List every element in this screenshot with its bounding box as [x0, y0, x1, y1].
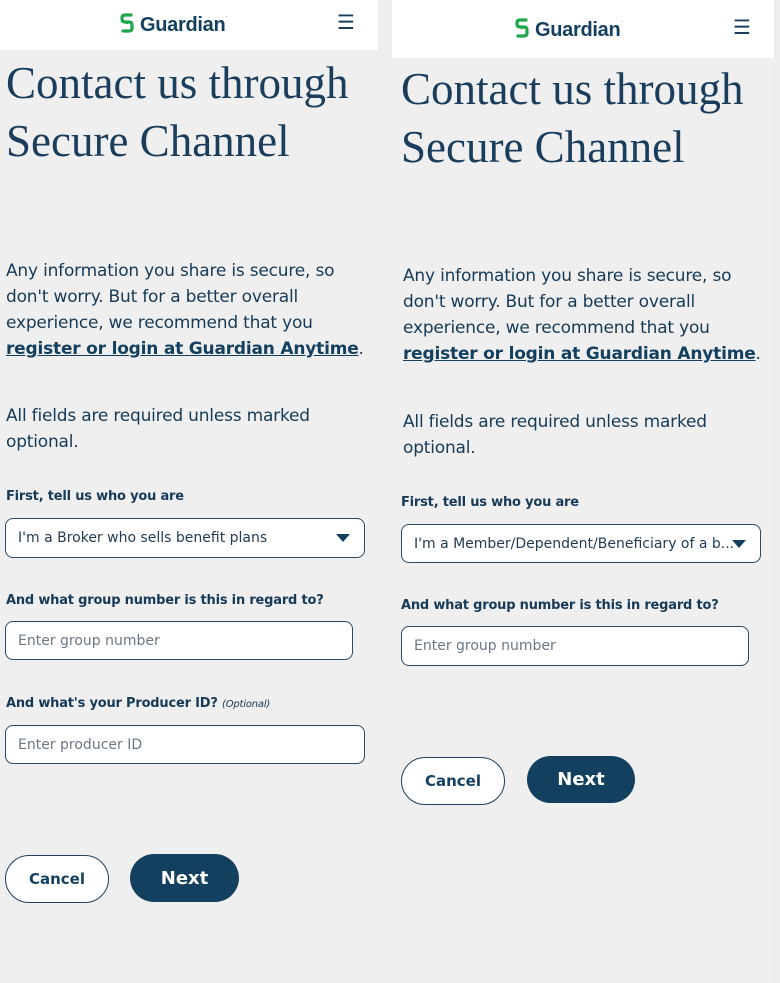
intro-text: Any information you share is secure, so don't worry. But for a better overall experience, we recommend that you register or login at Guardian Anytime.: [403, 266, 761, 364]
group-number-input[interactable]: [5, 621, 353, 660]
register-login-link[interactable]: register or login at Guardian Anytime: [6, 339, 359, 359]
who-label: First, tell us who you are: [401, 495, 579, 510]
hamburger-menu-icon[interactable]: ☰: [337, 10, 355, 34]
cancel-button[interactable]: Cancel: [5, 855, 109, 903]
brand-logo[interactable]: [120, 12, 227, 38]
page-title: Contact us through Secure Channel: [401, 64, 744, 172]
top-bar: [392, 0, 774, 58]
hamburger-menu-icon[interactable]: ☰: [733, 15, 751, 39]
group-number-placeholder: Enter group number: [18, 632, 160, 649]
intro-text: Any information you share is secure, so don't worry. But for a better overall experience, we recommend that you register or login at Guardian Anytime.: [6, 261, 364, 359]
next-button[interactable]: Next: [130, 854, 239, 902]
brand-logo[interactable]: [515, 17, 622, 43]
group-number-placeholder: Enter group number: [414, 638, 556, 654]
producer-label: And what's your Producer ID? (Optional): [6, 696, 271, 711]
caret-down-icon: [336, 534, 350, 542]
page-title: Contact us through Secure Channel: [6, 58, 349, 166]
top-bar: [0, 0, 378, 50]
guardian-logo-icon: [515, 17, 529, 43]
required-note: All fields are required unless marked optional.: [6, 406, 310, 452]
group-label: And what group number is this in regard to?: [6, 593, 324, 608]
group-label: And what group number is this in regard to?: [401, 598, 719, 613]
who-select-value: I'm a Broker who sells benefit plans: [18, 530, 268, 546]
who-select[interactable]: [5, 518, 365, 558]
next-button[interactable]: Next: [527, 756, 635, 803]
cancel-button[interactable]: Cancel: [401, 757, 505, 805]
producer-id-input[interactable]: [5, 725, 365, 764]
required-note: All fields are required unless marked optional.: [403, 412, 707, 458]
brand-name: Guardian·: [140, 13, 228, 36]
screen-member: [392, 0, 774, 983]
brand-name: Guardian·: [535, 18, 623, 41]
screen-broker: [0, 0, 378, 983]
who-label: First, tell us who you are: [6, 489, 184, 504]
register-login-link[interactable]: register or login at Guardian Anytime: [403, 344, 756, 364]
producer-id-placeholder: Enter producer ID: [18, 736, 143, 753]
group-number-input[interactable]: [401, 626, 749, 666]
optional-tag: (Optional): [222, 699, 271, 710]
guardian-logo-icon: [120, 12, 134, 38]
who-select[interactable]: [401, 524, 761, 563]
caret-down-icon: [732, 540, 746, 548]
who-select-value: I'm a Member/Dependent/Beneficiary of a b...: [414, 535, 735, 552]
